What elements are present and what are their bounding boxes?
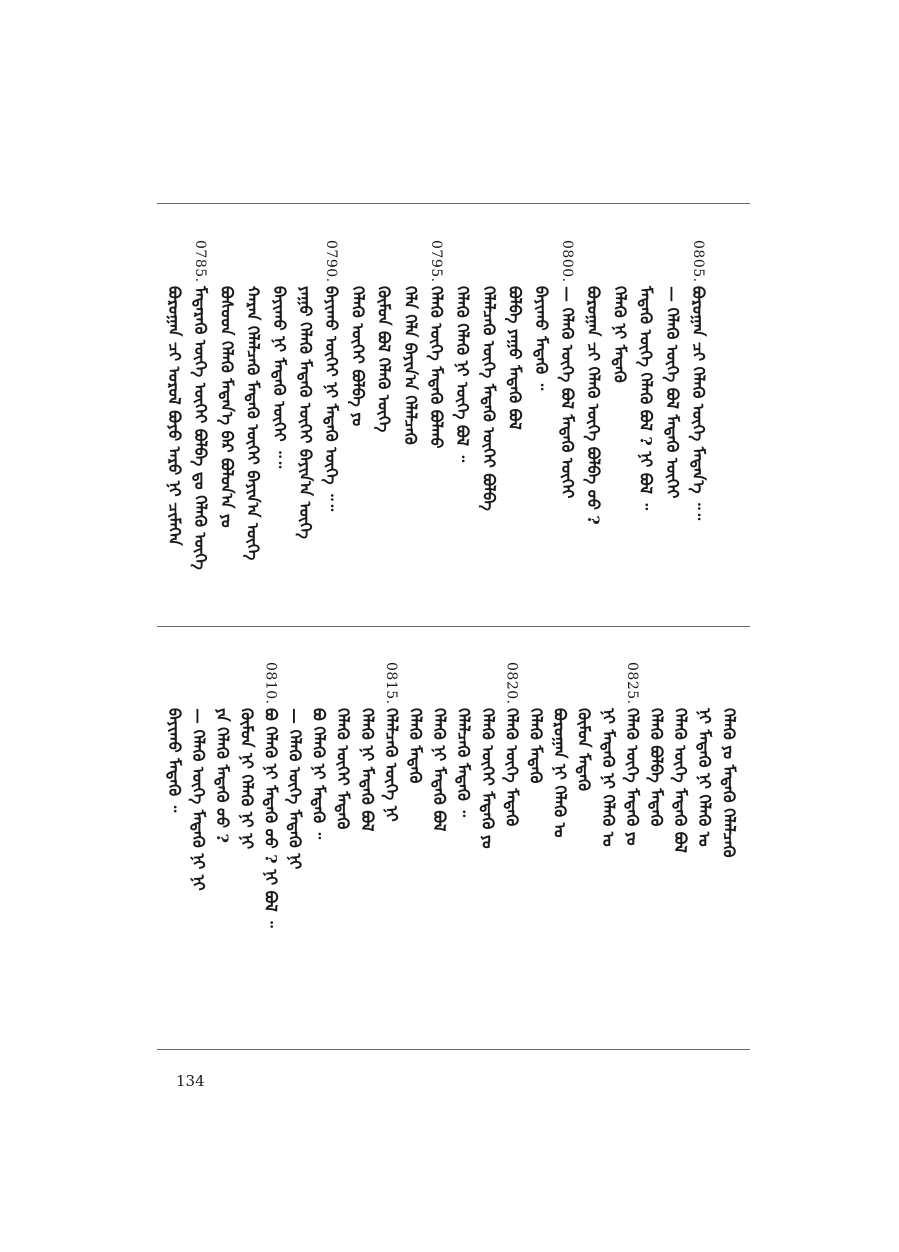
verse-text: ᠪᠣᠷᠣᠭᠠᠨ ᠨᠢ ᠬᠡᠯᠡᠬᠦ ᠤ [550,708,570,838]
verse-line [621,662,643,962]
verse-text: ᠬᠡᠯᠡᠯᠴᠡᠬᠦ ᠦᠭᠡ ᠨᠢ [381,708,401,822]
verse-text: ᠬᠡᠯᠡᠬᠦ ᠦᠭᠡᠢ ᠮᠡᠳᠡᠬᠦ ᠶᠤ [478,708,498,849]
verse-line [573,662,595,962]
verse-line [399,240,421,565]
verse-text: ᠬᠡᠯᠡᠬᠦ ᠨᠢ ᠮᠡᠳᠡᠬᠦ ᠪᠣᠯ [357,708,377,832]
verse-line [451,240,473,565]
verse-line [556,240,578,565]
verse-text: ᠪᠣ ᠬᠡᠯᠡᠬᠦ ᠨᠢ ᠮᠡᠳᠡᠬᠦ ᠤᠤ ? ᠨᠢ ᠪᠣᠯ ᠃ [261,708,281,928]
verse-text: ᠪᠤᠰᠤᠳ ᠬᠡᠯᠡᠬᠦ ᠮᠡᠳᠡᠨ᠎ᠡ ᠪᠡᠷ ᠪᠤᠯᠤᠨ᠎ᠠ ᠶᠤ [217,286,237,528]
verse-line [215,240,237,565]
middle-rule [157,626,750,627]
verse-text: ᠬᠡᠯᠡᠬᠦ ᠪᠣᠯᠪᠠ ᠮᠡᠳᠡᠬᠦ [647,708,666,827]
line-number: 0815. [382,662,399,705]
verse-text: ᠬᠡᠯᠡᠬᠦ ᠨᠢ ᠮᠡᠳᠡᠬᠦ ᠪᠣᠯ [430,708,450,832]
verse-line [308,662,330,962]
verse-text: ᠪᠣᠯᠪᠠ ᠶᠠᠭᠤ ᠮᠡᠳᠡᠬᠦ ᠪᠣᠯ [505,286,525,430]
verse-text: ᠬᠡᠯᠡᠬᠦ ᠦᠭᠡ ᠮᠡᠳᠡᠬᠦ [502,708,522,827]
verse-line [404,662,426,962]
verse-line [500,662,522,962]
verse-text: ᠬᠡᠯᠡᠯᠴᠡᠬᠦ ᠮᠡᠳᠡᠬᠦ ᠃ [454,708,474,817]
verse-line [268,240,290,565]
verse-text: ᠬᠡᠯᠡᠬᠦ ᠦᠭᠡᠢ ᠪᠣᠯᠪᠠ ᠶᠤ [348,286,368,427]
top-rule [157,203,750,204]
verse-line [187,662,209,962]
verse-line [294,240,316,565]
verse-text: — ᠬᠡᠯᠡᠬᠦ ᠦᠭᠡ ᠮᠡᠳᠡᠬᠦ ᠨᠢ [285,708,305,870]
verse-line [645,662,667,962]
verse-line [425,240,447,565]
verse-line [582,240,604,565]
verse-line [530,240,552,565]
verse-text: — ᠬᠡᠯᠡᠬᠦ ᠦᠭᠡ ᠪᠣᠯ ᠮᠡᠳᠡᠬᠦ ᠦᠭᠡᠢ [558,286,577,499]
verse-text: ᠬᠦᠮᠦᠨ ᠪᠣᠯ ᠬᠡᠯᠡᠬᠦ ᠦᠭᠡ [374,286,394,433]
verse-line [549,662,571,962]
verse-text: ᠬᠡᠯᠡᠬᠦ ᠦᠭᠡ ᠮᠡᠳᠡᠬᠦ ᠪᠣᠯ [671,708,691,853]
line-number: 0820. [503,662,520,705]
line-number: 0795. [428,240,444,283]
verse-line [284,662,306,962]
verse-text: ᠬᠡᠯᠡᠬᠦ ᠬᠡᠯᠡᠬᠦ ᠨᠢ ᠦᠭᠡ ᠪᠣᠯ ᠃ [453,286,473,463]
verse-text: ᠨᠢ ᠮᠡᠳᠡᠬᠦ ᠨᠢ ᠬᠡᠯᠡᠬᠦ ᠤ [598,708,618,847]
verse-line [717,662,739,962]
page-number: 134 [176,1072,205,1090]
verse-text: ᠪᠠᠶᠢᠬᠤ ᠮᠡᠳᠡᠬᠦ ᠃ [531,286,551,391]
line-number: 0805. [690,240,706,283]
verse-text: ᠮᠡᠳᠡᠬᠦ ᠦᠭᠡ ᠬᠡᠯᠡᠬᠦ ᠪᠣᠯ ? ᠨᠢ ᠪᠣᠯ ᠃ [636,286,656,510]
verse-text: ᠬᠡᠯᠡ ᠬᠡᠯᠡ ᠪᠠᠶᠢᠨ᠎ᠠ ᠬᠡᠯᠡᠯᠴᠡᠬᠦ [400,286,420,445]
verse-text: ᠬᠡᠯᠡᠬᠦ ᠨᠢ ᠮᠡᠳᠡᠬᠦ [610,286,630,383]
verse-text: ᠬᠦᠮᠦᠨ ᠮᠡᠳᠡᠬᠦ [574,708,594,791]
verse-line [525,662,547,962]
verse-line [504,240,526,565]
verse-block-bottom [157,662,750,962]
verse-text: ᠨᠢ ᠮᠡᠳᠡᠬᠦ ᠨᠢ ᠬᠡᠯᠡᠬᠦ ᠤ [695,708,715,847]
verse-line [687,240,709,565]
bottom-rule [157,1049,750,1050]
line-number: 0825. [623,662,640,705]
verse-text: ᠪᠣᠷᠣᠭᠠᠨ ᠴᠢ ᠬᠡᠯᠡᠬᠦ ᠦᠭᠡ ᠪᠣᠯᠪᠠ ᠤᠤ ? [584,286,604,525]
verse-text: ᠬᠡᠯᠡᠬᠦ ᠮᠡᠳᠡᠬᠦ [406,708,425,784]
verse-block-top [157,240,750,570]
verse-text: ᠮᠡᠳᠡᠷᠡᠬᠦ ᠦᠭᠡ ᠦᠭᠡᠢ ᠪᠤᠯᠪᠠ ᠳᠤ ᠬᠡᠯᠡᠬᠦ ᠦᠭᠡ [191,286,211,570]
verse-line [452,662,474,962]
verse-line [242,240,264,565]
verse-text: ᠶᠠᠭᠤ ᠬᠡᠯᠡᠬᠦ ᠮᠡᠳᠡᠬᠦ ᠦᠭᠡᠢ ᠪᠠᠶᠢᠨ᠎ᠠ ᠦᠭᠡ [296,286,315,539]
line-number: 0785. [192,240,209,283]
verse-line [356,662,378,962]
verse-line [211,662,233,962]
verse-line [669,662,691,962]
verse-line [163,662,185,962]
line-number: 0800. [559,240,575,283]
verse-line [320,240,342,565]
verse-text: ᠬᠡᠯᠡᠬᠦ ᠦᠭᠡ ᠮᠡᠳᠡᠬᠦ ᠶᠤ [622,708,642,846]
verse-text: ᠬᠦᠮᠦᠨ ᠨᠢ ᠬᠡᠯᠡᠬᠦ ᠨᠢ ᠨᠢ [237,708,257,850]
verse-line [235,662,257,962]
verse-text: ᠪᠠᠶᠢᠬᠤ ᠮᠡᠳᠡᠬᠦ ᠃ [165,708,184,813]
verse-text: ᠬᠡᠯᠡᠯᠴᠡᠬᠦ ᠦᠭᠡ ᠮᠡᠳᠡᠬᠦ ᠦᠭᠡᠢ ᠪᠣᠯᠪᠠ [479,286,499,511]
verse-text: ᠬᠠᠷᠠᠨ ᠬᠡᠯᠡᠯᠴᠡᠬᠦ ᠮᠡᠳᠡᠬᠦ ᠦᠭᠡᠢ ᠪᠠᠶᠢᠨ᠎ᠠ ᠦᠭᠡ [243,286,263,561]
verse-line [373,240,395,565]
verse-text: ᠬᠡᠯᠡᠬᠦ ᠶᠤ ᠮᠡᠳᠡᠬᠦ ᠬᠡᠯᠡᠯᠴᠡᠬᠦ [719,708,739,858]
verse-text: ᠬᠡᠯᠡᠬᠦ ᠦᠭᠡ ᠮᠡᠳᠡᠬᠦ ᠪᠣᠯᠬᠤ [427,286,446,449]
verse-line [477,240,499,565]
line-number: 0790. [323,240,340,283]
verse-line [189,240,211,570]
verse-line [346,240,368,565]
verse-text: ᠬᠡᠯᠡᠬᠦ ᠮᠡᠳᠡᠬᠦ [526,708,546,784]
verse-text: ᠪᠠᠶᠢᠬᠤ ᠨᠢ ᠮᠡᠳᠡᠬᠦ ᠦᠭᠡᠢ ᠃᠃ [269,286,289,469]
verse-line [693,662,715,962]
verse-line [476,662,498,962]
verse-line [635,240,657,565]
verse-line [428,662,450,962]
verse-line [163,240,185,565]
line-number: 0810. [262,662,279,705]
verse-text: — ᠬᠡᠯᠡᠬᠦ ᠦᠭᠡ ᠮᠡᠳᠡᠬᠦ ᠨᠢ ᠨᠢ [189,708,209,891]
verse-text: ᠪᠠᠶᠢᠬᠤ ᠦᠭᠡᠢ ᠨᠢ ᠮᠡᠳᠡᠬᠦ ᠦᠭᠡ ᠃᠃ [322,286,342,512]
verse-line [380,662,402,962]
verse-line [661,240,683,565]
verse-line [259,662,281,962]
verse-text: ᠶᠠ ᠬᠡᠯᠡᠬᠦ ᠮᠡᠳᠡᠬᠦ ᠤᠤ ? [213,708,233,844]
verse-line [332,662,354,962]
verse-text: ᠪᠣ ᠬᠡᠯᠡᠬᠦ ᠨᠢ ᠮᠡᠳᠡᠬᠦ ᠃ [309,708,329,840]
verse-line [608,240,630,565]
verse-text: ᠬᠡᠯᠡᠬᠦ ᠦᠭᠡᠢ ᠮᠡᠳᠡᠬᠦ [333,708,353,830]
verse-line [597,662,619,962]
verse-text: — ᠬᠡᠯᠡᠬᠦ ᠦᠭᠡ ᠪᠣᠯ ᠮᠡᠳᠡᠬᠦ ᠦᠭᠡᠢ [662,286,682,499]
verse-text: ᠪᠣᠷᠣᠭᠠᠨ ᠴᠢ ᠤᠷᠤᠯ ᠪᠤᠶᠤ ᠠᠷᠤ ᠨᠢ ᠴᠢᠮᠡᠭᠡᠨ [165,286,184,546]
verse-text: ᠪᠣᠷᠣᠭᠠᠨ ᠴᠢ ᠬᠡᠯᠡᠬᠦ ᠦᠭᠡ ᠮᠡᠳᠡᠨ᠎ᠡ ᠃᠃ [689,286,708,521]
